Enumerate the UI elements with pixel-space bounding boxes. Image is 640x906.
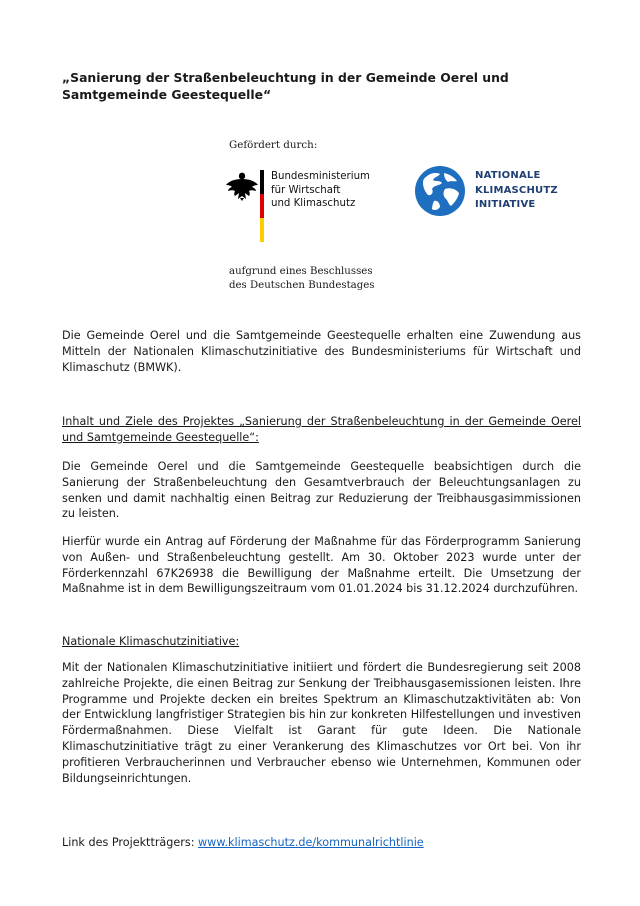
globe-icon [414,165,466,217]
project-heading: Inhalt und Ziele des Projektes „Sanierung der Straßenbeleuchtung in der Gemeinde Oerel und Samtgemeinde Geestequelle“: [62,415,581,444]
nki-line: KLIMASCHUTZ [475,184,558,196]
funding-logos [0,0,640,300]
ministry-line: Bundesministerium [271,171,370,182]
link-label: Link des Projektträgers: [62,836,199,849]
nki-heading: Nationale Klimaschutzinitiative: [62,635,240,648]
resolution-line: aufgrund eines Beschlusses [229,266,373,277]
nki-line: NATIONALE [475,170,541,181]
ministry-line: und Klimaschutz [271,198,356,210]
project-sponsor-link[interactable]: www.klimaschutz.de/kommunalrichtlinie [198,836,424,849]
ministry-line: für Wirtschaft [271,184,341,196]
bundestag-resolution-note [229,265,375,293]
project-paragraph: Hierfür wurde ein Antrag auf Förderung der Maßnahme für das Förderprogramm Sanierung von Außen- und Straßenbeleuchtung gestellt. Am 30. Oktober 2023 wurde unter der Förderkennzahl 67K26938 die Bewilligung der Maßnahme erteilt. Die Umsetzung der Maßnahme ist in dem Bewilligungszeitraum vom 01.01.2024 bis 31.12.2024 durchzuführen. [62,535,581,596]
funded-by-label: Gefördert durch: [229,139,318,151]
ministry-name [271,170,381,211]
intro-paragraph: Die Gemeinde Oerel und die Samtgemeinde Geestequelle erhalten eine Zuwendung aus Mitteln der Nationalen Klimaschutzinitiative des Bundesministeriums für Wirtschaft und Klimaschutz (BMWK). [62,329,581,374]
nki-paragraph: Mit der Nationalen Klimaschutzinitiative initiiert und fördert die Bundesregierung seit 2008 zahlreiche Projekte, die einen Beitrag zur Senkung der Treibhausgasemissionen leisten. Ihre Programme und Projekte decken ein breites Spektrum an Klimaschutzaktivitäten ab: Von der Entwicklung langfristiger Strategien bis hin zur konkreten Hilfestellungen und investiven Fördermaßnahmen. Diese Vielfalt ist Garant für gute Ideen. Die Nationale Klimaschutzinitiative trägt zu einer Verankerung des Klimaschutzes vor Ort bei. Von ihr profitieren Verbraucherinnen und Verbraucher ebenso wie Unternehmen, Kommunen oder Bildungseinrichtungen. [62,661,581,785]
project-link-line [62,835,581,851]
german-flag-bar [260,170,264,242]
nki-line: INITIATIVE [475,199,536,210]
document-title: „Sanierung der Straßenbeleuchtung in der Gemeinde Oerel und Samtgemeinde Geestequelle“ [62,70,509,102]
project-paragraph: Die Gemeinde Oerel und die Samtgemeinde Geestequelle beabsichtigen durch die Sanierung der Straßenbeleuchtung den Gesamtverbrauch der Beleuchtungsanlagen zu senken und damit nachhaltig einen Beitrag zur Reduzierung der Treibhausgasimmissionen zu leisten. [62,460,581,521]
nki-logo-text [475,169,558,213]
resolution-line: des Deutschen Bundestages [229,280,375,292]
federal-eagle-icon [225,171,259,201]
